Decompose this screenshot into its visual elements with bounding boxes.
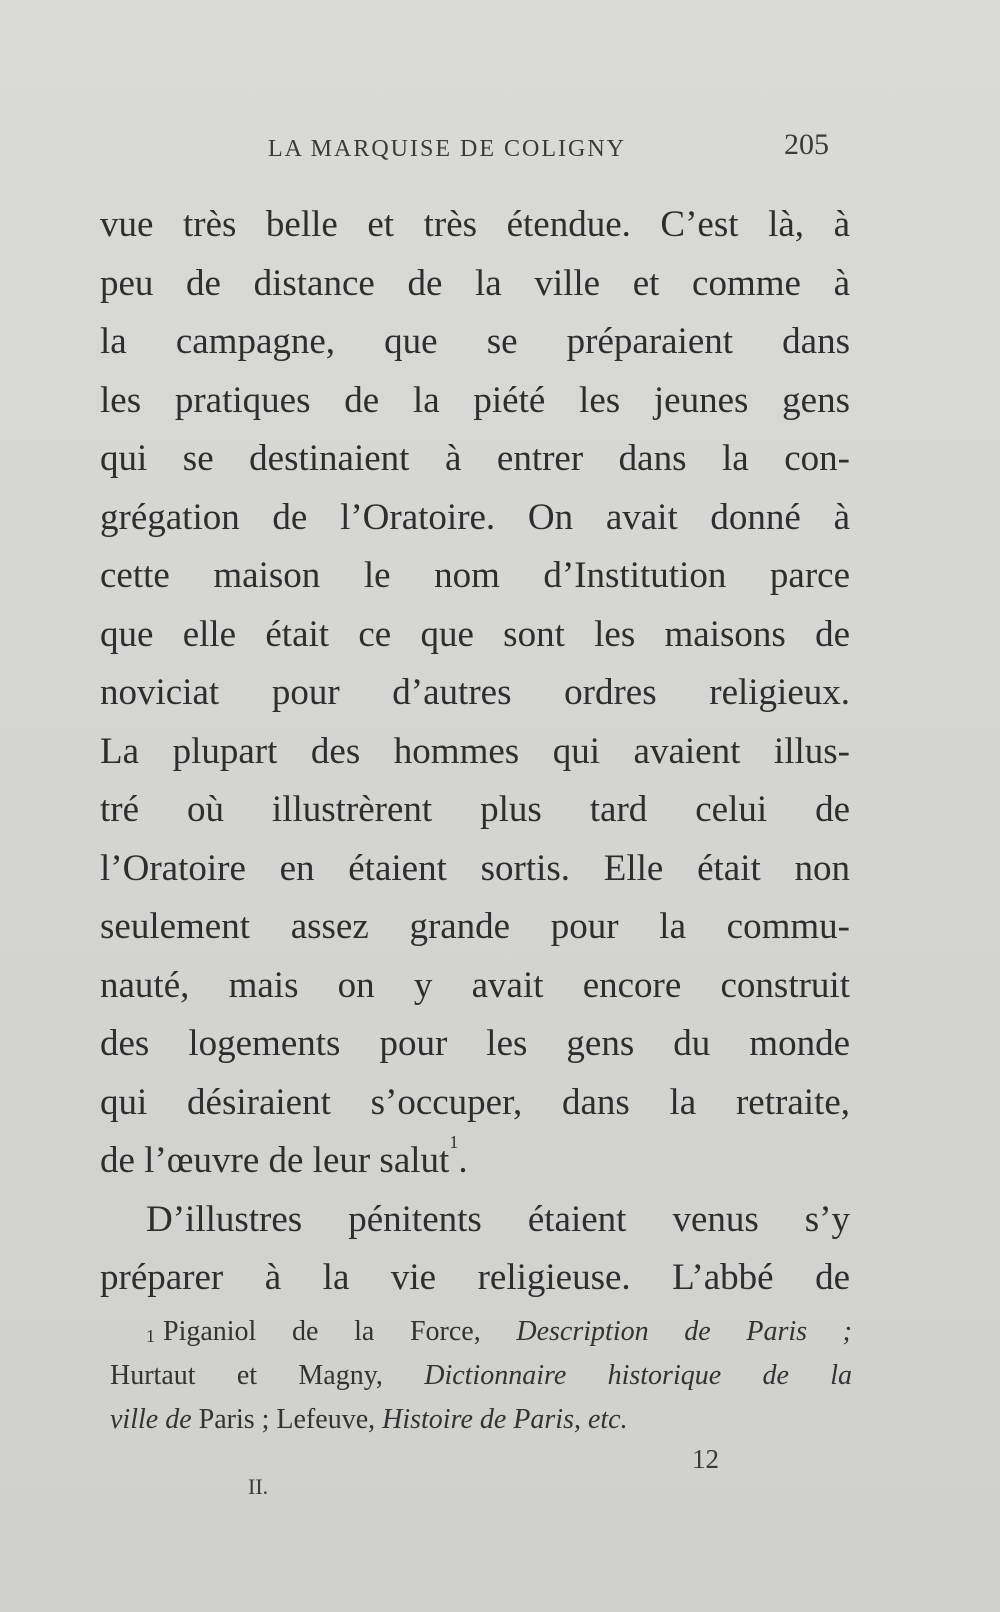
page-number: 205 (784, 128, 829, 161)
footnote-line (110, 1354, 852, 1398)
footnote-author: Hurtaut et Magny, (110, 1360, 383, 1391)
footnote-marker: 1 (146, 1326, 155, 1346)
footnote (110, 1310, 852, 1442)
text-line: des logements pour les gens du monde (100, 1023, 850, 1064)
volume-signature: II. (248, 1474, 269, 1499)
text-line: préparer à la vie religieuse. L’abbé de (100, 1257, 850, 1298)
text-line: la campagne, que se préparaient dans (100, 321, 850, 362)
footnote-title: Dictionnaire historique de la (424, 1360, 852, 1391)
text-line: l’Oratoire en étaient sortis. Elle était non (100, 847, 850, 889)
footnote-line (110, 1398, 852, 1442)
text-line: qui désiraient s’occuper, dans la retraite, (100, 1081, 850, 1123)
text-line: noviciat pour d’autres ordres religieux. (100, 672, 850, 713)
body-text (100, 196, 850, 1308)
footnote-title: Description de Paris ; (516, 1316, 853, 1347)
footnote-reference[interactable]: 1 (449, 1132, 459, 1152)
footnote-author: Paris ; Lefeuve, (191, 1404, 383, 1435)
text-line: que elle était ce que sont les maisons de (100, 613, 850, 655)
text-line: peu de distance de la ville et comme à (100, 262, 850, 304)
gathering-mark: 12 (692, 1444, 719, 1474)
text-line: seulement assez grande pour la commu- (100, 906, 850, 947)
footnote-author: Piganiol de la Force, (163, 1316, 481, 1347)
text-line: La plupart des hommes qui avaient illus- (100, 730, 850, 772)
running-title: LA MARQUISE DE COLIGNY (268, 136, 626, 162)
footnote-title: Histoire de Paris, etc. (382, 1404, 628, 1435)
text-line-content: de l’œuvre de leur salut (100, 1140, 450, 1181)
text-line: grégation de l’Oratoire. On avait donné à (100, 496, 850, 538)
text-line: D’illustres pénitents étaient venus s’y (146, 1198, 850, 1240)
running-head (0, 128, 1000, 168)
text-line: les pratiques de la piété les jeunes gens (100, 379, 850, 421)
footnote-title: ville de (110, 1404, 192, 1435)
footnote-line (110, 1310, 852, 1354)
text-line: nauté, mais on y avait encore construit (100, 964, 850, 1006)
paragraph-end-line: de l’œuvre de leur salut$^1$. (100, 1132, 468, 1181)
text-line: vue très belle et très étendue. C’est là, à (100, 204, 850, 245)
text-line: qui se destinaient à entrer dans la con- (100, 438, 850, 479)
text-line: cette maison le nom d’Institution parce (100, 555, 850, 596)
text-line: tré où illustrèrent plus tard celui de (100, 789, 850, 830)
